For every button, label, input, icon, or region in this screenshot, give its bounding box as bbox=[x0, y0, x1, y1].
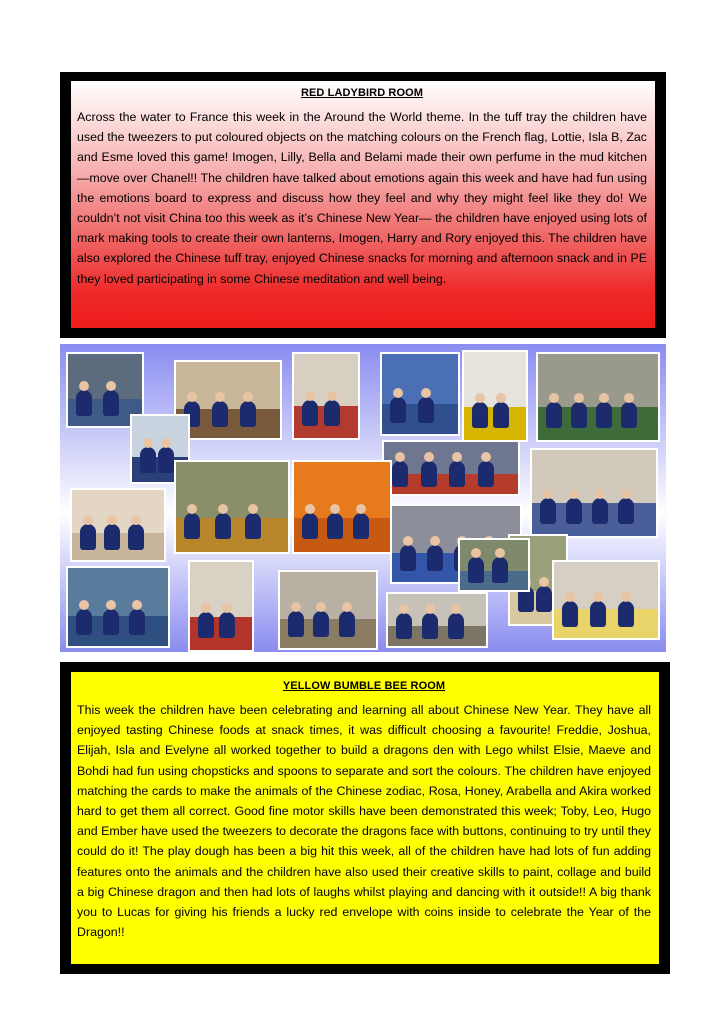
child-figure bbox=[618, 498, 634, 524]
child-figure bbox=[215, 513, 231, 539]
child-figure bbox=[422, 613, 438, 639]
photo-children-holding-pictures bbox=[174, 360, 282, 440]
photo-group-at-tuff-tray bbox=[382, 440, 520, 496]
child-figure bbox=[219, 612, 235, 638]
child-figure bbox=[103, 390, 119, 416]
child-figure bbox=[468, 557, 484, 583]
photo-children-at-lego-table bbox=[66, 566, 170, 648]
photo-group-seated-on-bench bbox=[530, 448, 658, 538]
child-figure bbox=[140, 447, 156, 473]
yellow-room-content bbox=[71, 672, 659, 964]
photo-child-in-orange-tunnel bbox=[292, 460, 392, 554]
child-figure bbox=[353, 513, 369, 539]
child-figure bbox=[324, 400, 340, 426]
child-figure bbox=[536, 586, 552, 612]
child-figure bbox=[396, 613, 412, 639]
child-figure bbox=[302, 513, 318, 539]
child-figure bbox=[596, 402, 612, 428]
photo-group-outdoors bbox=[536, 352, 660, 442]
child-figure bbox=[302, 400, 318, 426]
child-figure bbox=[184, 513, 200, 539]
red-room-panel bbox=[60, 72, 666, 338]
red-room-text: Across the water to France this week in the Around the World theme. In the tuff tray the children have used the tweezers to put coloured objects on the matching colours on the French flag, Lottie, Isla B, Zac and Esme loved this game! Imogen, Lilly, Bella and Belami made their own perfume in the mud kitchen—move over Chanel!! The children have talked about emotions again this week and have had fun using the emotions board to express and discuss how they feel and why they might feel like they do! We couldn’t not visit China too this week as it’s Chinese New Year— the children have enjoyed using lots of mark making tools to create their own lanterns, Imogen, Harry and Rory enjoyed this. The children have also explored the Chinese tuff tray, enjoyed Chinese snacks for morning and afternoon snack and in PE they loved participating in some Chinese meditation and well being. bbox=[77, 110, 647, 286]
child-figure bbox=[492, 557, 508, 583]
child-figure bbox=[540, 498, 556, 524]
child-figure bbox=[80, 524, 96, 550]
child-figure bbox=[478, 461, 494, 487]
child-figure bbox=[76, 390, 92, 416]
child-figure bbox=[421, 461, 437, 487]
photo-child-in-costume bbox=[462, 350, 528, 442]
photo-children-with-papers bbox=[386, 592, 488, 648]
child-figure bbox=[566, 498, 582, 524]
child-figure bbox=[158, 447, 174, 473]
child-figure bbox=[621, 402, 637, 428]
child-figure bbox=[449, 461, 465, 487]
child-figure bbox=[390, 397, 406, 423]
child-figure bbox=[392, 461, 408, 487]
child-figure bbox=[590, 601, 606, 627]
child-figure bbox=[418, 397, 434, 423]
child-figure bbox=[400, 545, 416, 571]
photo-children-with-dragon-mask bbox=[458, 538, 530, 592]
yellow-room-title: YELLOW BUMBLE BEE ROOM bbox=[282, 680, 446, 692]
child-figure bbox=[313, 611, 329, 637]
red-room-title: RED LADYBIRD ROOM bbox=[300, 87, 424, 99]
child-figure bbox=[472, 402, 488, 428]
yellow-room-panel bbox=[60, 662, 670, 974]
photo-children-matching-cards bbox=[278, 570, 378, 650]
child-figure bbox=[562, 601, 578, 627]
child-figure bbox=[327, 513, 343, 539]
child-figure bbox=[288, 611, 304, 637]
yellow-room-text: This week the children have been celebrating and learning all about Chinese New Year. They have all enjoyed tasting Chinese foods at snack times, it was difficult choosing a favourite! Freddie, Joshua, Elijah, Isla and Evelyne all worked together to build a dragons den with Lego whilst Elsie, Maeve and Bohdi had fun using chopsticks and spoons to separate and sort the colours. The children have enjoyed matching the cards to make the animals of the Chinese zodiac, Rosa, Honey, Arabella and Akira worked hard to get them all correct. Good fine motor skills have been demonstrated this week; Toby, Leo, Hugo and Ember have used the tweezers to decorate the dragons face with buttons, continuing to try until they could do it! The play dough has been a big hit this week, all of the children have had lots of fun adding features onto the animals and the children have also used their creative skills to paint, collage and build a big Chinese dragon and then had lots of laughs whilst playing and dancing with it outside!! A big thank you to Lucas for giving his friends a lucky red envelope with coins inside to celebrate the Year of the Dragon!! bbox=[77, 703, 651, 940]
child-figure bbox=[618, 601, 634, 627]
child-figure bbox=[571, 402, 587, 428]
photo-child-painting bbox=[70, 488, 166, 562]
child-figure bbox=[128, 524, 144, 550]
child-figure bbox=[448, 613, 464, 639]
child-figure bbox=[245, 513, 261, 539]
child-figure bbox=[103, 609, 119, 635]
photo-child-in-firefighter-hat bbox=[292, 352, 360, 440]
child-figure bbox=[493, 402, 509, 428]
child-figure bbox=[129, 609, 145, 635]
photo-child-in-tunnel bbox=[380, 352, 460, 436]
child-figure bbox=[546, 402, 562, 428]
red-room-content bbox=[71, 81, 655, 328]
child-figure bbox=[427, 545, 443, 571]
child-figure bbox=[339, 611, 355, 637]
child-figure bbox=[198, 612, 214, 638]
child-figure bbox=[76, 609, 92, 635]
child-figure bbox=[212, 401, 228, 427]
photo-two-children-in-costumes bbox=[188, 560, 254, 652]
photo-children-at-dragon-tray bbox=[174, 460, 290, 554]
child-figure bbox=[240, 401, 256, 427]
photo-collage bbox=[60, 344, 666, 652]
child-figure bbox=[104, 524, 120, 550]
photo-children-holding-board bbox=[552, 560, 660, 640]
child-figure bbox=[592, 498, 608, 524]
